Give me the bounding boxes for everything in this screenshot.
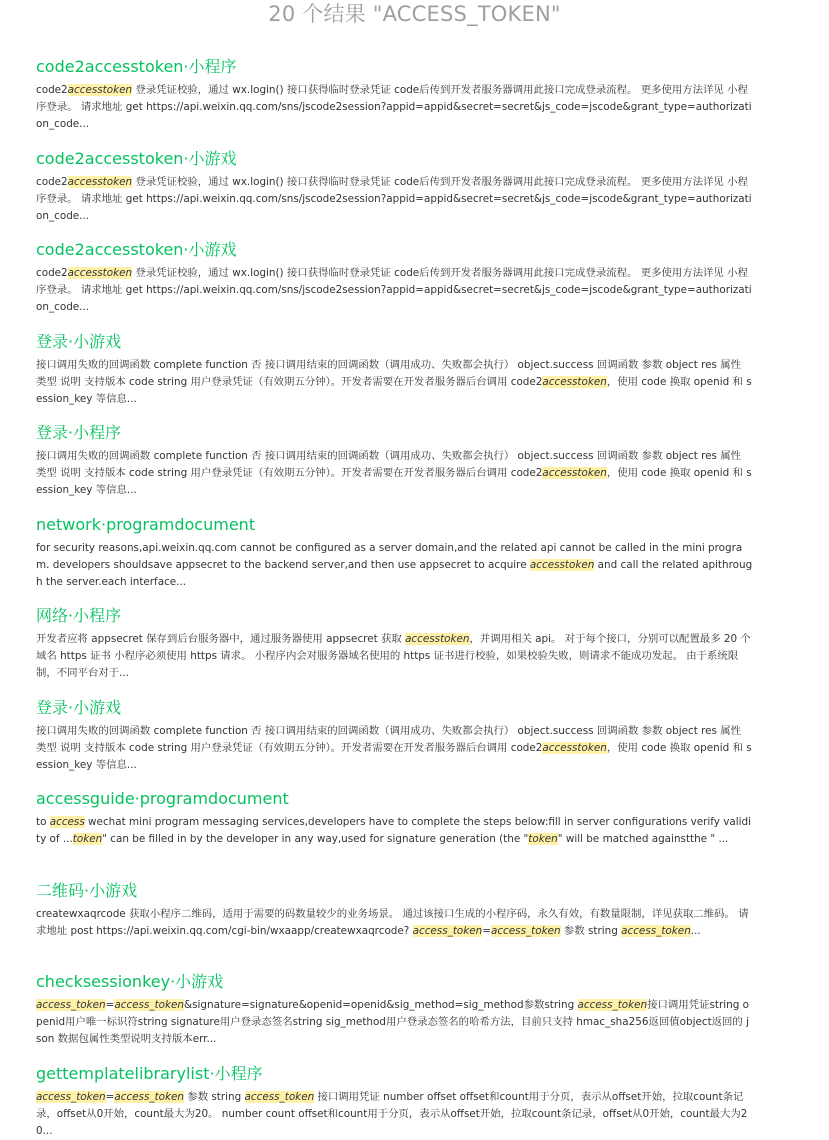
- keyword-highlight: accesstoken: [542, 467, 607, 479]
- keyword-highlight: accesstoken: [67, 267, 133, 279]
- result-title-link[interactable]: code2accesstoken·小程序: [36, 57, 237, 76]
- snippet-text: 接口调用失败的回调函数 complete function 否 接口调用结束的回调函数（调用成功、失败都会执行） object.success 回调函数 参数 object res 属性 类型 说明 支持版本 code string 用户登录凭证（有效期五分钟）。开发者需要在开发者服务器后台调用 code2: [36, 358, 742, 388]
- snippet-text: 接口调用失败的回调函数 complete function 否 接口调用结束的回调函数（调用成功、失败都会执行） object.success 回调函数 参数 object res 属性 类型 说明 支持版本 code string 用户登录凭证（有效期五分钟）。开发者需要在开发者服务器后台调用 code2: [36, 450, 742, 479]
- snippet-text: code2: [36, 84, 68, 96]
- result-item: [36, 1063, 753, 1140]
- result-snippet: [36, 540, 753, 591]
- result-title-link[interactable]: code2accesstoken·小游戏: [36, 240, 237, 259]
- snippet-text: to: [36, 816, 50, 828]
- result-item: [36, 697, 753, 774]
- result-title-link[interactable]: 登录·小游戏: [36, 331, 122, 351]
- snippet-text: 登录凭证校验，通过 wx.login() 接口获得临时登录凭证 code后传到开发者服务器调用此接口完成登录流程。 更多使用方法详见 小程序登录。 请求地址 get https://api.weixin.qq.com/sns/jscode2session?appid=appid&secret=secret&js_code=jscode&grant_type=authorization_code...: [36, 175, 752, 222]
- snippet-text: ...: [690, 924, 701, 937]
- results-list: [0, 32, 829, 1140]
- results-count-header: 20 个结果 "ACCESS_TOKEN": [268, 2, 561, 26]
- snippet-text: 开发者应将 appsecret 保存到后台服务器中，通过服务器使用 appsecret 获取: [36, 633, 406, 645]
- result-snippet: [36, 357, 753, 408]
- result-item: [36, 239, 753, 316]
- snippet-text: =: [105, 999, 115, 1011]
- result-snippet: [36, 174, 753, 225]
- snippet-text: =: [482, 924, 491, 937]
- keyword-highlight: access_token: [490, 924, 561, 937]
- snippet-text: ，使用 code 换取 openid 和 session_key 等信息...: [36, 467, 752, 496]
- result-item: [36, 56, 753, 133]
- snippet-text: wechat mini program messaging services,developers have to complete the steps below:fill in server configurations verify validity of ...: [36, 816, 751, 845]
- result-snippet: [36, 448, 753, 499]
- snippet-text: &signature=signature&openid=openid&sig_method=sig_method参数string: [184, 999, 578, 1011]
- keyword-highlight: accesstoken: [67, 175, 133, 188]
- keyword-highlight: accesstoken: [542, 741, 607, 754]
- keyword-highlight: access_token: [114, 1090, 184, 1103]
- result-item: [36, 971, 753, 1048]
- snippet-text: " can be filled in by the developer in any way,used for signature generation (the ": [102, 833, 529, 845]
- result-title-link[interactable]: 登录·小游戏: [36, 697, 122, 717]
- result-title-link[interactable]: accessguide·programdocument: [36, 789, 289, 808]
- keyword-highlight: token: [528, 833, 558, 845]
- snippet-text: =: [105, 1090, 115, 1103]
- keyword-highlight: token: [72, 833, 103, 845]
- result-snippet: [36, 1089, 753, 1140]
- snippet-text: 参数 string: [560, 924, 622, 937]
- result-snippet: [36, 814, 753, 865]
- keyword-highlight: access_token: [621, 924, 691, 937]
- keyword-highlight: access: [49, 816, 85, 828]
- result-snippet: [36, 265, 753, 316]
- result-title-link[interactable]: 二维码·小游戏: [36, 880, 138, 900]
- keyword-highlight: access_token: [36, 1090, 106, 1103]
- snippet-text: createwxaqrcode 获取小程序二维码，适用于需要的码数量较少的业务场景。 通过该接口生成的小程序码，永久有效，有数量限制，详见获取二维码。 请求地址 post https://api.weixin.qq.com/cgi-bin/wxaapp/createwxaqrcode?: [36, 907, 749, 937]
- keyword-highlight: access_token: [114, 999, 184, 1011]
- result-title-link[interactable]: 登录·小程序: [36, 423, 122, 442]
- result-snippet: [36, 997, 753, 1048]
- result-snippet: [36, 82, 753, 133]
- keyword-highlight: access_token: [244, 1090, 315, 1103]
- keyword-highlight: access_token: [412, 924, 483, 937]
- result-item: [36, 514, 753, 591]
- snippet-text: 接口调用凭证 number offset offset和count用于分页，表示从offset开始，拉取count条记录，offset从0开始，count最大为20。 number count offset和count用于分页，表示从offset开始，拉取count条记录，offset从0开始，count最大为20...: [36, 1090, 748, 1137]
- result-snippet: [36, 906, 753, 957]
- snippet-text: " will be matched againstthe " ...: [557, 833, 729, 845]
- snippet-text: code2: [36, 267, 68, 279]
- result-item: [36, 331, 753, 408]
- snippet-text: ，使用 code 换取 openid 和 session_key 等信息...: [36, 375, 752, 405]
- snippet-text: and call the related apithrough the server.each interface...: [36, 558, 753, 588]
- keyword-highlight: accesstoken: [529, 558, 595, 571]
- result-title-link[interactable]: code2accesstoken·小游戏: [36, 148, 237, 168]
- snippet-text: 接口调用失败的回调函数 complete function 否 接口调用结束的回调函数（调用成功、失败都会执行） object.success 回调函数 参数 object res 属性 类型 说明 支持版本 code string 用户登录凭证（有效期五分钟）。开发者需要在开发者服务器后台调用 code2: [36, 724, 742, 754]
- keyword-highlight: access_token: [36, 999, 106, 1011]
- snippet-text: 参数 string: [184, 1090, 245, 1103]
- snippet-text: ，使用 code 换取 openid 和 session_key 等信息...: [36, 741, 752, 771]
- result-title-link[interactable]: gettemplatelibrarylist·小程序: [36, 1063, 263, 1083]
- snippet-text: 接口调用凭证string openid用户唯一标识符string signature用户登录态签名string sig_method用户登录态签名的哈希方法，目前只支持 hmac_sha256返回值object返回的 json 数据包属性类型说明支持版本err...: [36, 999, 750, 1045]
- keyword-highlight: accesstoken: [542, 375, 607, 388]
- keyword-highlight: access_token: [577, 999, 648, 1011]
- result-title-link[interactable]: 网络·小程序: [36, 606, 122, 625]
- keyword-highlight: accesstoken: [67, 84, 133, 96]
- result-snippet: [36, 723, 753, 774]
- snippet-text: 登录凭证校验，通过 wx.login() 接口获得临时登录凭证 code后传到开发者服务器调用此接口完成登录流程。 更多使用方法详见 小程序登录。 请求地址 get https://api.weixin.qq.com/sns/jscode2session?appid=appid&secret=secret&js_code=jscode&grant_type=authorization_code...: [36, 84, 752, 130]
- result-item: [36, 422, 753, 499]
- snippet-text: ，并调用相关 api。 对于每个接口，分别可以配置最多 20 个域名 https 证书 小程序必须使用 https 请求。 小程序内会对服务器域名使用的 https 证书进行校验，如果校验失败，则请求不能成功发起。 由于系统限制，不同平台对于...: [36, 633, 751, 679]
- result-item: [36, 148, 753, 225]
- result-title-link[interactable]: checksessionkey·小游戏: [36, 972, 224, 991]
- result-item: [36, 788, 753, 865]
- result-item: [36, 880, 753, 957]
- snippet-text: for security reasons,api.weixin.qq.com cannot be configured as a server domain,and the related api cannot be called in the mini program. developers shouldsave appsecret to the backend server,and then use appsecret to acquire: [36, 541, 743, 571]
- result-snippet: [36, 631, 753, 682]
- result-title-link[interactable]: network·programdocument: [36, 514, 256, 534]
- snippet-text: code2: [36, 175, 68, 188]
- snippet-text: 登录凭证校验，通过 wx.login() 接口获得临时登录凭证 code后传到开发者服务器调用此接口完成登录流程。 更多使用方法详见 小程序登录。 请求地址 get https://api.weixin.qq.com/sns/jscode2session?appid=appid&secret=secret&js_code=jscode&grant_type=authorization_code...: [36, 267, 752, 313]
- result-item: [36, 605, 753, 682]
- keyword-highlight: accesstoken: [405, 633, 470, 645]
